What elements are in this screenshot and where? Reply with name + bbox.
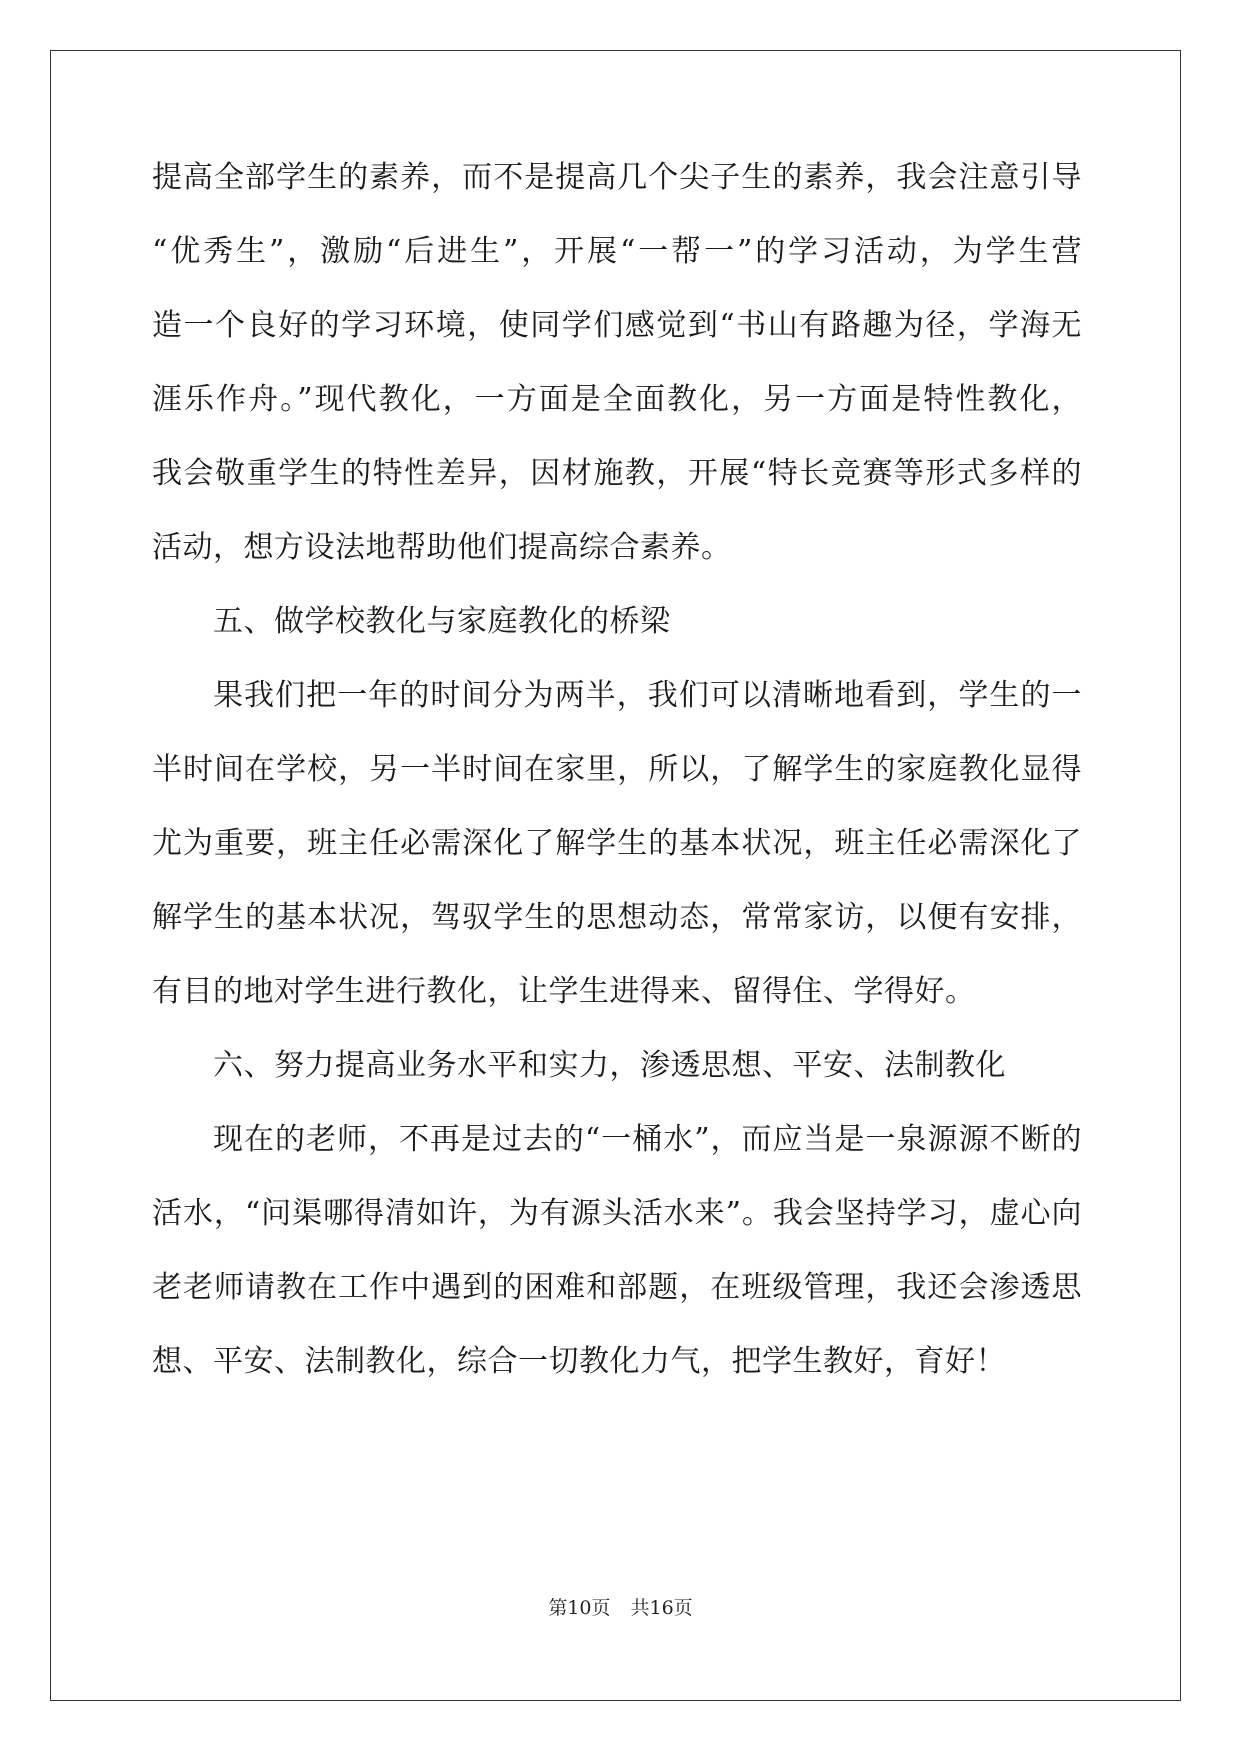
- paragraph-line: 半时间在学校，另一半时间在家里，所以，了解学生的家庭教化显得: [152, 752, 1082, 787]
- paragraph-line: 有目的地对学生进行教化，让学生进得来、留得住、学得好。: [152, 974, 976, 1009]
- page-number-current: 第10页: [548, 1597, 611, 1619]
- page-border: [50, 50, 1181, 1701]
- paragraph-line: 解学生的基本状况，驾驭学生的思想动态，常常家访，以便有安排，: [152, 900, 1082, 935]
- paragraph-line: 现在的老师，不再是过去的“一桶水”，而应当是一泉源源不断的: [213, 1122, 1082, 1157]
- section-heading: 六、努力提高业务水平和实力，渗透思想、平安、法制教化: [213, 1048, 1006, 1083]
- section-heading: 五、做学校教化与家庭教化的桥梁: [213, 604, 671, 639]
- paragraph-line: 提高全部学生的素养，而不是提高几个尖子生的素养，我会注意引导: [152, 160, 1082, 195]
- paragraph-line: 果我们把一年的时间分为两半，我们可以清晰地看到，学生的一: [213, 678, 1082, 713]
- paragraph-line: “优秀生”，激励“后进生”，开展“一帮一”的学习活动，为学生营: [152, 234, 1082, 269]
- paragraph-line: 造一个良好的学习环境，使同学们感觉到“书山有路趣为径，学海无: [152, 308, 1082, 343]
- paragraph-line: 涯乐作舟。”现代教化，一方面是全面教化，另一方面是特性教化，: [152, 382, 1082, 417]
- page-footer: [0, 1596, 1241, 1620]
- paragraph-line: 老老师请教在工作中遇到的困难和部题，在班级管理，我还会渗透思: [152, 1270, 1082, 1305]
- page-number-total: 共16页: [630, 1597, 693, 1619]
- paragraph-line: 我会敬重学生的特性差异，因材施教，开展“特长竞赛等形式多样的: [152, 456, 1082, 491]
- paragraph-line: 活动，想方设法地帮助他们提高综合素养。: [152, 530, 732, 565]
- paragraph-line: 活水，“问渠哪得清如许，为有源头活水来”。我会坚持学习，虚心向: [152, 1196, 1082, 1231]
- paragraph-line: 尤为重要，班主任必需深化了解学生的基本状况，班主任必需深化了: [152, 826, 1082, 861]
- paragraph-line: 想、平安、法制教化，综合一切教化力气，把学生教好，育好！: [152, 1344, 1006, 1379]
